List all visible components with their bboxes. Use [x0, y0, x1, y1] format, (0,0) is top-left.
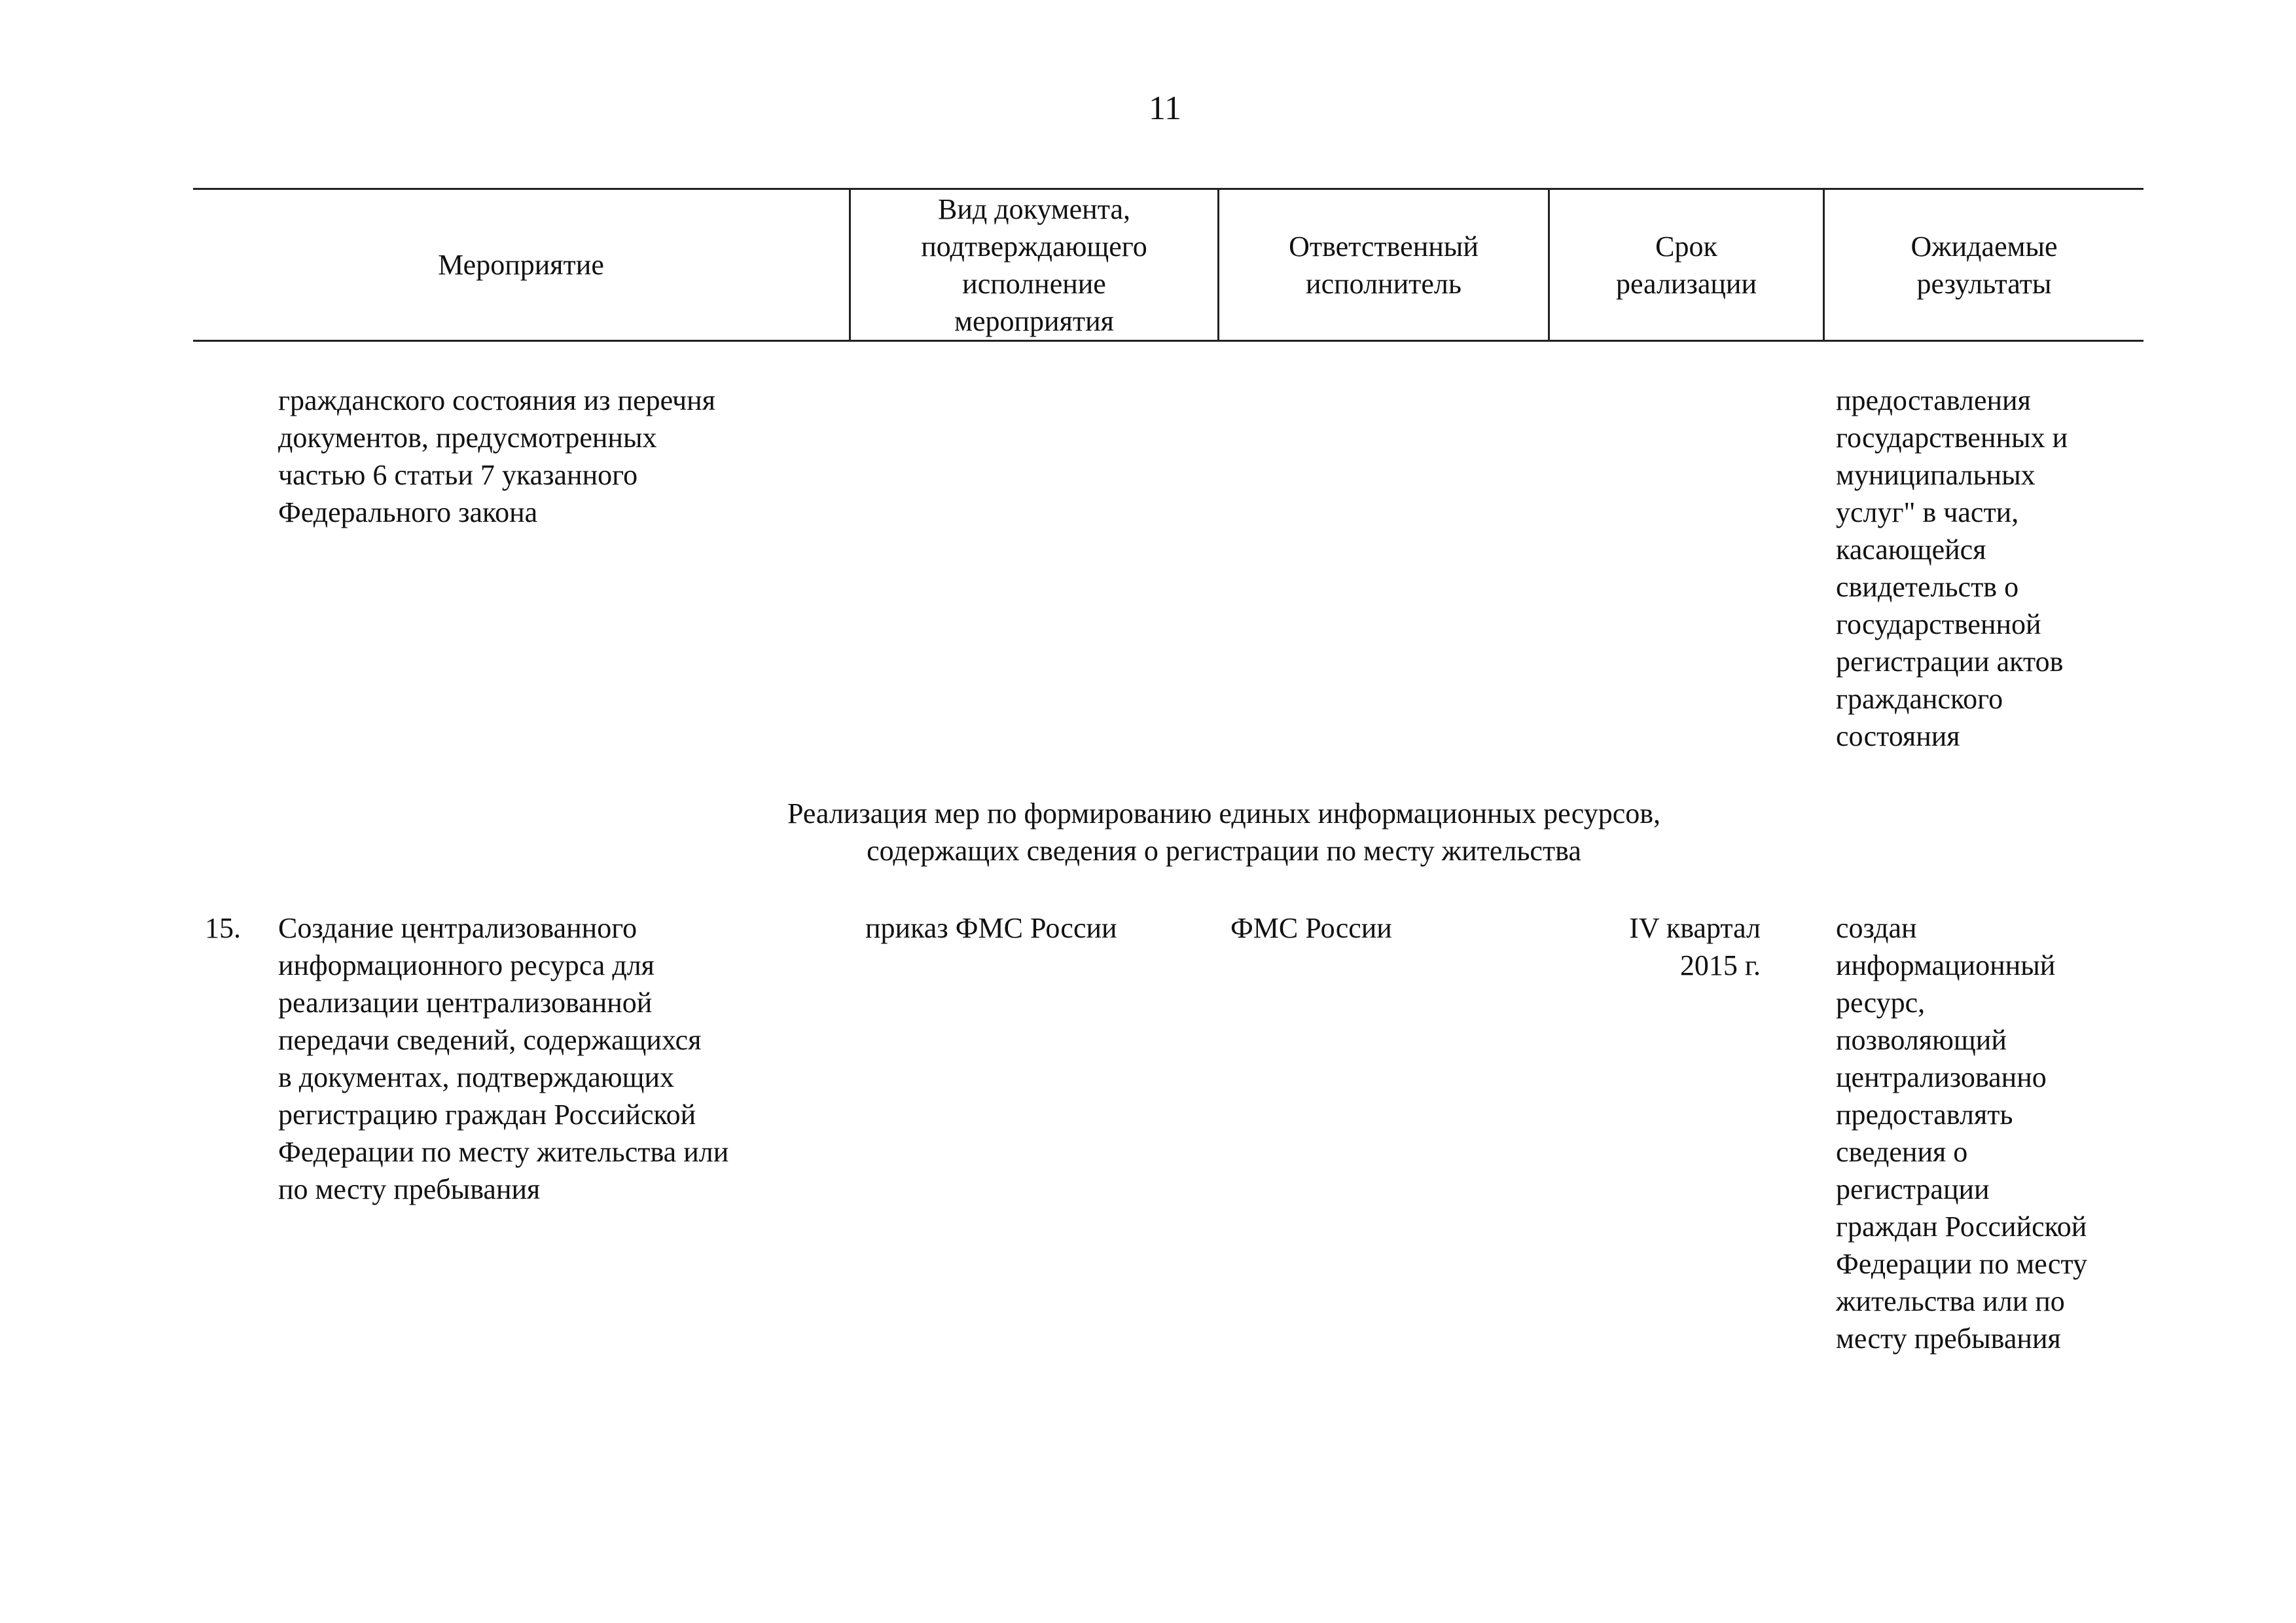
- header-activity-label: Мероприятие: [438, 249, 604, 281]
- continued-row-activity: гражданского состояния из перечня документов, предусмотренных частью 6 статьи 7 указанного Федерального закона: [278, 384, 715, 528]
- row-15-results: создан информационный ресурс, позволяющий централизованно предоставлять сведения о регистрации граждан Российской Федерации по месту жительства или по месту пребывания: [1836, 912, 2087, 1355]
- row-15-responsible: ФМС России: [1230, 912, 1392, 944]
- header-responsible: [1217, 190, 1548, 340]
- header-activity: [193, 190, 849, 340]
- table-header: [193, 188, 2144, 342]
- header-document-type: [849, 190, 1217, 340]
- row-15-activity: Создание централизованного информационного ресурса для реализации централизованной передачи сведений, содержащихся в документах, подтверждающих регистрацию граждан Российской Федерации по месту жительства или по месту пребывания: [278, 912, 729, 1205]
- page-number: 11: [1148, 90, 1182, 127]
- row-15-document: приказ ФМС России: [865, 912, 1117, 944]
- row-15-deadline: IV квартал 2015 г.: [1629, 912, 1761, 981]
- header-deadline: [1548, 190, 1823, 340]
- row-15-number: 15.: [205, 912, 241, 944]
- section-heading: Реализация мер по формированию единых информационных ресурсов, содержащих сведения о регистрации по месту жительства: [787, 797, 1661, 867]
- header-document-type-label: Вид документа, подтверждающего исполнение мероприятия: [921, 192, 1147, 337]
- header-deadline-label: Срок реализации: [1615, 230, 1757, 300]
- continued-row-results: предоставления государственных и муниципальных услуг" в части, касающейся свидетельств о государственной регистрации актов гражданского состояния: [1836, 384, 2068, 752]
- header-expected-results-label: Ожидаемые результаты: [1910, 230, 2058, 300]
- header-expected-results: [1823, 190, 2144, 340]
- header-responsible-label: Ответственный исполнитель: [1289, 230, 1479, 300]
